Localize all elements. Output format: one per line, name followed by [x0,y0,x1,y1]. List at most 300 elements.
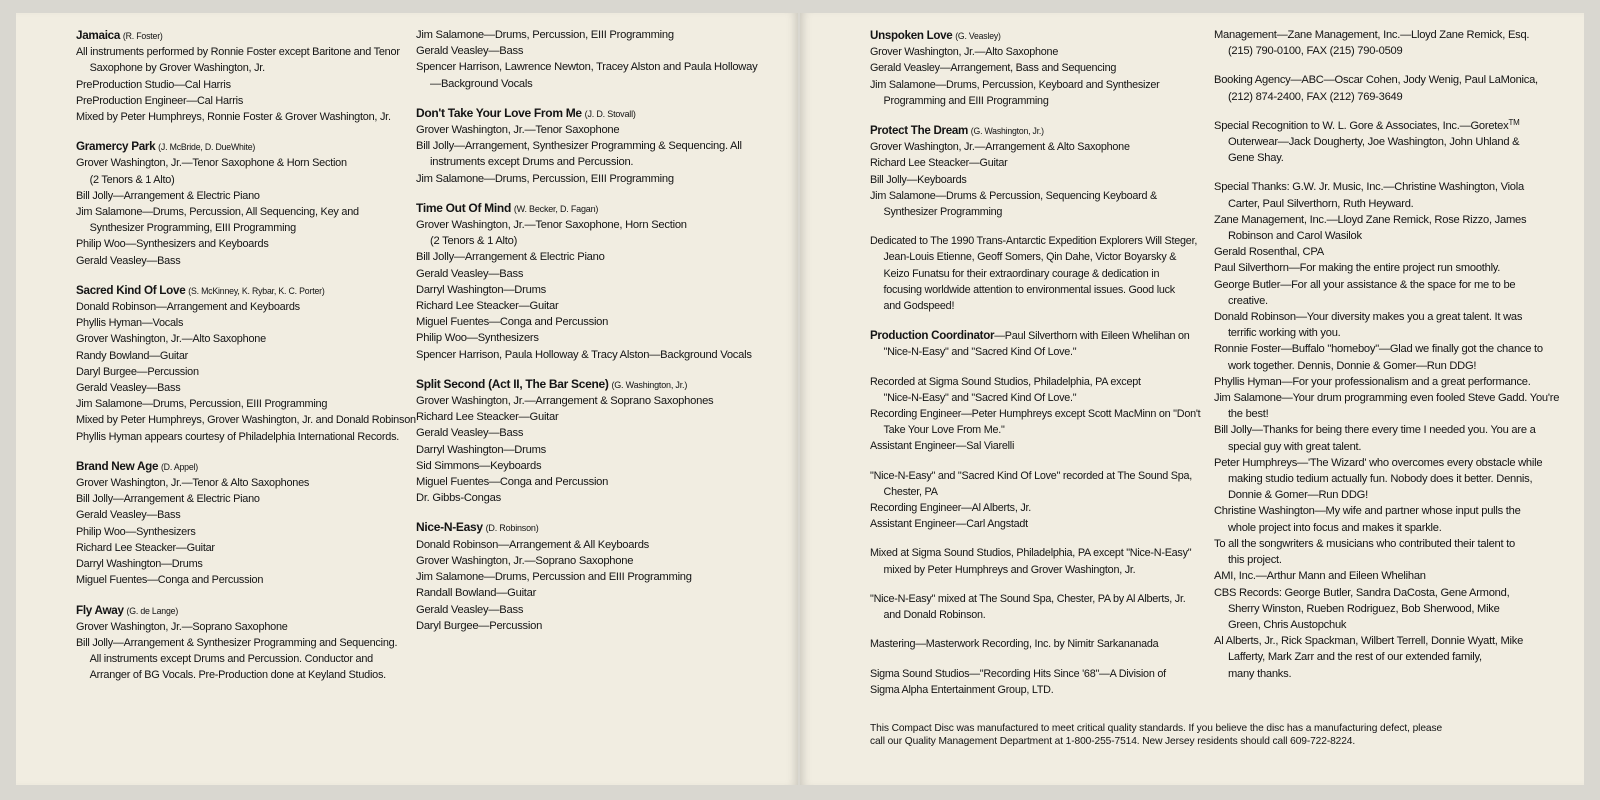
credit-text: AMI, Inc.—Arthur Mann and Eileen Whelihan [1214,570,1426,583]
credit-line [416,154,746,170]
credit-text: Philip Woo—Synthesizers [76,525,196,538]
credit-text: (2 Tenors & 1 Alto) [430,235,518,248]
credit-line [76,412,416,428]
credit-line [416,474,746,490]
credit-text: Carter, Paul Silverthorn, Ruth Heyward. [1227,197,1414,210]
credit-line [1214,374,1533,390]
credit-text: Sherry Winston, Rueben Rodriguez, Bob Sherwood, Mike [1227,602,1500,615]
credit-text: All instruments except Drums and Percussion. Conductor and [89,653,373,666]
credit-text: Dr. Gibbs-Congas [416,492,501,505]
songwriter-credit: (W. Becker, D. Fagan) [513,203,599,214]
credit-line [76,364,388,380]
credit-line [1214,179,1533,195]
credit-line [76,77,388,93]
credit-text: Gerald Veasley—Bass [76,382,181,395]
credit-block [870,591,1186,623]
credit-line [870,562,1174,578]
credit-text: Miguel Fuentes—Conga and Percussion [416,316,609,329]
credit-line [76,635,398,651]
credit-line [76,253,388,269]
credit-block [870,327,1190,360]
credit-text: Grover Washington, Jr.—Tenor Saxophone, Horn Section [416,219,687,232]
credit-line [870,60,1174,76]
credit-text: Daryl Burgee—Percussion [76,365,199,378]
credit-line [870,172,1174,188]
credit-line [76,236,388,252]
credit-text: CBS Records: George Butler, Sandra DaCosta, Gene Armond, [1214,586,1510,599]
credit-line [870,468,1193,484]
credit-block [416,200,752,363]
credit-text: Donald Robinson—Arrangement and Keyboards [76,301,300,314]
credit-line [1214,406,1533,422]
credit-line [870,327,1190,344]
credit-text: Bill Jolly—Arrangement, Synthesizer Programming & Sequencing. All [416,140,742,153]
credit-line [1214,293,1533,309]
credit-text: Grover Washington, Jr.—Alto Saxophone [76,333,266,346]
credit-line [76,380,388,396]
credit-text: Miguel Fuentes—Conga and Percussion [76,574,264,587]
credit-text: Gerald Veasley—Bass [416,45,524,58]
credit-block [1214,118,1533,167]
credit-line [870,44,1174,60]
credit-line [416,122,746,138]
credit-line [870,77,1174,93]
credit-line [76,396,388,412]
credit-line [870,155,1174,171]
song-heading [416,519,746,536]
credit-text: Grover Washington, Jr.—Alto Saxophone [870,46,1059,59]
credit-line [870,188,1174,204]
credits-column-3 [870,27,1201,711]
credit-text: Daryl Burgee—Percussion [416,619,543,632]
songwriter-credit: (J. D. Stovall) [584,108,636,119]
credit-line [1214,228,1533,244]
credit-text: Bill Jolly—Arrangement & Synthesizer Programming and Sequencing. [76,636,398,649]
credit-text: Bill Jolly—Keyboards [870,173,967,186]
credit-text: —Background Vocals [430,77,533,90]
song-heading [870,27,1174,44]
songwriter-credit: (G. de Lange) [126,605,179,616]
credit-line [416,569,746,585]
credit-line [870,374,1174,390]
credit-line [1214,27,1533,43]
credit-text: Recorded at Sigma Sound Studios, Philadelphia, PA except [870,375,1141,388]
songwriter-credit: (J. McBride, D. DueWhite) [158,142,256,153]
credit-line [416,393,746,409]
credit-line [416,233,746,249]
credit-text: special guy with great talent. [1227,440,1362,453]
credit-line [1214,601,1533,617]
credit-text: (215) 790-0100, FAX (215) 790-0509 [1227,45,1403,58]
credit-line [76,204,388,220]
quality-notice-line-2: call our Quality Management Department at 1-800-255-7514. New Jersey residents should call 609-722-8224. [870,736,1356,747]
credit-line [76,556,388,572]
credit-text: Peter Humphreys—'The Wizard' who overcomes every obstacle while [1214,456,1543,469]
credit-text: Green, Chris Austopchuk [1227,618,1347,631]
credit-text: PreProduction Studio—Cal Harris [76,78,231,91]
credit-line [416,171,746,187]
credit-text: Jim Salamone—Drums & Percussion, Sequencing Keyboard & [870,189,1157,202]
credit-line [416,425,746,441]
song-title: Protect The Dream [870,123,969,138]
credit-text: focusing worldwide attention to environmental issues. Good luck [883,283,1175,296]
credit-text: Phyllis Hyman—Vocals [76,317,184,330]
credit-text: Donnie & Gomer—Run DDG! [1227,489,1368,502]
credit-line [1214,455,1543,471]
credits-column-2 [416,27,758,647]
credit-line [1214,422,1536,438]
credit-block [870,374,1201,455]
credit-line [1214,325,1533,341]
credit-text: Jim Salamone—Drums, Percussion, EIII Programming [76,398,328,411]
song-title: Nice-N-Easy [416,520,483,535]
credit-text: Grover Washington, Jr.—Soprano Saxophone [76,620,288,633]
trademark-mark: TM [1508,117,1520,127]
credit-text: Richard Lee Steacker—Guitar [416,300,559,313]
credit-text: Synthesizer Programming, EIII Programming [89,222,296,235]
credit-block [870,636,1174,652]
credit-text: Al Alberts, Jr., Rick Spackman, Wilbert Terrell, Donnie Wyatt, Mike [1214,635,1524,648]
credit-line [76,44,400,60]
credit-line [870,233,1198,249]
credit-text: Bill Jolly—Arrangement & Electric Piano [416,251,605,264]
credit-text: Lafferty, Mark Zarr and the rest of our extended family, [1227,651,1482,664]
credit-line [1214,390,1560,406]
song-title: Unspoken Love [870,28,953,42]
credit-text: Sid Simmons—Keyboards [416,459,542,472]
credit-block [1214,27,1533,59]
credit-line [416,138,746,154]
credit-line [1214,666,1533,682]
credit-line [76,60,388,76]
credit-line [870,666,1174,682]
credit-text: Grover Washington, Jr.—Tenor & Alto Saxophones [76,477,310,490]
credit-text: Jim Salamone—Drums, Percussion and EIII Programming [416,571,692,584]
credit-line [416,537,746,553]
credit-text: Mastering—Masterwork Recording, Inc. by Nimitr Sarkananada [870,638,1159,651]
songwriter-credit: (D. Appel) [160,461,199,472]
credit-text: mixed by Peter Humphreys and Grover Washington, Jr. [883,563,1136,576]
song-heading [76,27,388,44]
credit-line [870,500,1174,516]
credit-text: Phyllis Hyman—For your professionalism and a great performance. [1214,375,1531,388]
credit-text: Gene Shay. [1227,152,1284,165]
credit-text: Gerald Veasley—Bass [76,254,181,267]
credit-text: Recording Engineer—Peter Humphreys except Scott MacMinn on "Don't [870,408,1201,421]
credit-text: Chester, PA [883,485,938,498]
credit-text: Darryl Washington—Drums [76,558,203,571]
credit-line [1214,633,1533,649]
credit-line [1214,617,1533,633]
credit-line [1214,358,1533,374]
song-heading [76,282,388,299]
song-title: Gramercy Park [76,139,156,154]
credit-line [1214,309,1533,325]
credit-text: Philip Woo—Synthesizers [416,332,539,345]
credit-line [870,93,1174,109]
credit-text: Keizo Funatsu for their extraordinary courage & dedication in [883,267,1160,280]
credit-text: Richard Lee Steacker—Guitar [416,411,559,424]
credit-line [1214,260,1533,276]
credit-text: Booking Agency—ABC—Oscar Cohen, Jody Wenig, Paul LaMonica, [1214,74,1538,87]
credits-column-1 [76,27,416,697]
credit-line [416,602,746,618]
cd-booklet-spread [16,13,1584,785]
credit-text: Randy Bowland—Guitar [76,349,189,362]
credit-line [1214,520,1533,536]
left-page [16,13,798,785]
credit-text: "Nice-N-Easy" and "Sacred Kind Of Love." [883,391,1077,404]
credit-line [870,139,1174,155]
credit-line [76,299,388,315]
credit-line [76,572,388,588]
credit-block [1214,179,1560,681]
credit-line [416,27,746,43]
credit-line [870,438,1174,454]
credit-text: Grover Washington, Jr.—Arrangement & Alto Saxophone [870,141,1130,154]
credit-text: Jim Salamone—Drums, Percussion, All Sequencing, Key and [76,206,359,219]
credit-line [870,298,1174,314]
credit-line [416,59,758,75]
credit-line [416,347,752,363]
song-heading [76,138,388,155]
credit-line [76,491,388,507]
credit-text: Jim Salamone—Your drum programming even fooled Steve Gadd. You're [1214,392,1560,405]
credit-text: whole project into focus and makes it sparkle. [1227,521,1442,534]
credit-line [76,315,388,331]
songwriter-credit: (S. McKinney, K. Rybar, K. C. Porter) [188,285,325,296]
credit-text: To all the songwriters & musicians who contributed their talent to [1214,537,1516,550]
credit-text: Take Your Love From Me." [883,424,1005,437]
credit-block [76,27,400,125]
credit-lead: Production Coordinator [870,328,995,343]
credit-line [1214,89,1533,105]
credit-text: Robinson and Carol Wasilok [1227,230,1362,243]
credit-text: "Nice-N-Easy" mixed at The Sound Spa, Chester, PA by Al Alberts, Jr. [870,592,1186,605]
credit-text: terrific working with you. [1227,327,1341,340]
credit-text: Synthesizer Programming [883,206,1003,219]
credit-line [870,591,1186,607]
credit-text: Grover Washington, Jr.—Tenor Saxophone & Horn Section [76,157,347,170]
credit-text: Miguel Fuentes—Conga and Percussion [416,476,609,489]
credit-text: Gerald Rosenthal, CPA [1214,246,1324,259]
credit-text: Randall Bowland—Guitar [416,587,537,600]
credit-block [870,27,1174,109]
credits-column-4 [1214,27,1560,695]
credit-line [1214,568,1533,584]
credit-block [870,122,1174,220]
credit-line [870,249,1177,265]
credit-line [416,553,746,569]
credit-line [416,490,746,506]
credit-text: Dedicated to The 1990 Trans-Antarctic Expedition Explorers Will Steger, [870,235,1198,248]
credit-line [1214,439,1533,455]
credit-text: Mixed by Peter Humphreys, Grover Washington, Jr. and Donald Robinson [76,414,416,427]
credit-text: PreProduction Engineer—Cal Harris [76,94,244,107]
credit-block [870,545,1192,577]
credit-text: Management—Zane Management, Inc.—Lloyd Zane Remick, Esq. [1214,29,1530,41]
credit-text: Mixed by Peter Humphreys, Ronnie Foster & Grover Washington, Jr. [76,111,391,124]
credit-text: Paul Silverthorn—For making the entire project run smoothly. [1214,262,1501,275]
credit-block [76,282,416,445]
credit-text: work together. Dennis, Donnie & Gomer—Run DDG! [1227,359,1477,372]
songwriter-credit: (G. Washington, Jr.) [611,379,688,390]
song-title: Time Out Of Mind [416,200,511,215]
song-title: Fly Away [76,602,124,617]
credit-text: Assistant Engineer—Carl Angstadt [870,518,1028,531]
credit-line [870,607,1174,623]
credit-text: Spencer Harrison, Lawrence Newton, Tracey Alston and Paula Holloway [416,61,758,74]
credit-line [416,409,746,425]
credit-line [1214,277,1533,293]
credit-line [416,618,746,634]
credit-line [76,507,388,523]
credit-line [76,429,400,445]
credit-line [1214,72,1538,88]
credit-block [870,666,1174,698]
credit-text: Bill Jolly—Arrangement & Electric Piano [76,189,260,202]
credit-line [1214,134,1533,150]
credit-text: Jim Salamone—Drums, Percussion, EIII Programming [416,172,674,185]
credit-line [76,475,388,491]
credit-text: Darryl Washington—Drums [416,443,546,456]
credit-text: Gerald Veasley—Bass [416,427,524,440]
credit-line [870,282,1174,298]
credit-text: "Nice-N-Easy" and "Sacred Kind Of Love" recorded at The Sound Spa, [870,469,1193,482]
credit-text: Mixed at Sigma Sound Studios, Philadelphia, PA except "Nice-N-Easy" [870,547,1192,560]
credit-line [1214,118,1533,134]
credit-line [76,109,391,125]
songwriter-credit: (G. Washington, Jr.) [970,126,1044,137]
credit-text: Programming and EIII Programming [883,94,1049,107]
credit-text: Gerald Veasley—Bass [416,603,524,616]
credit-block [1214,72,1538,104]
credit-text: Phyllis Hyman appears courtesy of Philadelphia International Records. [76,430,400,443]
credit-text: Donald Robinson—Arrangement & All Keyboards [416,538,650,551]
credit-line [870,266,1174,282]
credit-text: this project. [1227,554,1282,567]
credit-line [416,43,746,59]
song-title: Jamaica [76,28,121,42]
song-heading [416,376,746,393]
credit-line [416,314,746,330]
credit-text: (2 Tenors & 1 Alto) [89,173,175,186]
credit-line [1214,212,1533,228]
credit-text: Special Thanks: G.W. Jr. Music, Inc.—Christine Washington, Viola [1214,181,1524,194]
credit-line [76,348,388,364]
credit-line [416,217,746,233]
credit-text: (212) 874-2400, FAX (212) 769-3649 [1227,90,1403,103]
credit-line [76,540,388,556]
credit-text: Donald Robinson—Your diversity makes you a great talent. It was [1214,311,1523,324]
credit-line [870,484,1174,500]
credit-line [1214,341,1543,357]
credit-text: Jim Salamone—Drums, Percussion, Keyboard and Synthesizer [870,78,1160,91]
credit-line [76,667,388,683]
credit-text: Special Recognition to W. L. Gore & Associates, Inc.—Goretex [1214,119,1509,132]
credit-line [1214,244,1533,260]
credit-line [76,188,388,204]
credit-line [416,330,746,346]
credit-block [416,27,758,92]
songwriter-credit: (G. Veasley) [955,31,1001,41]
credit-text: Arranger of BG Vocals. Pre-Production done at Keyland Studios. [89,669,386,682]
credit-line [76,619,388,635]
credit-text: Grover Washington, Jr.—Arrangement & Soprano Saxophones [416,395,714,408]
credit-line [416,282,746,298]
credit-text: Sigma Alpha Entertainment Group, LTD. [870,683,1054,696]
credit-line [1214,471,1533,487]
credit-line [870,204,1174,220]
credit-line [416,298,746,314]
credit-text: Sigma Sound Studios—"Recording Hits Since '68"—A Division of [870,667,1166,680]
credit-line [1214,585,1533,601]
credit-text: George Butler—For all your assistance & the space for me to be [1214,278,1516,291]
songwriter-credit: (D. Robinson) [485,523,539,534]
credit-line [1214,649,1533,665]
song-title: Don't Take Your Love From Me [416,105,582,120]
credit-line [76,524,388,540]
credit-text: Saxophone by Grover Washington, Jr. [89,62,265,75]
credit-text: Richard Lee Steacker—Guitar [870,157,1008,170]
credit-line [870,545,1192,561]
credit-text: Gerald Veasley—Arrangement, Bass and Sequencing [870,62,1117,75]
credit-text: Gerald Veasley—Bass [416,267,524,280]
song-title: Brand New Age [76,458,159,473]
credit-line [1214,552,1533,568]
credit-block [76,458,388,589]
song-title: Sacred Kind Of Love [76,282,186,297]
credit-text: and Donald Robinson. [883,609,986,622]
credit-line [416,76,746,92]
credit-text: All instruments performed by Ronnie Foster except Baritone and Tenor [76,46,400,59]
credit-text: Philip Woo—Synthesizers and Keyboards [76,238,269,251]
credit-line [870,682,1174,698]
credit-line [870,516,1174,532]
credit-line [416,442,746,458]
credit-text: Zane Management, Inc.—Lloyd Zane Remick, Rose Rizzo, James [1214,213,1527,226]
quality-notice-line-1: This Compact Disc was manufactured to meet critical quality standards. If you believe the disc has a manufacturing defect, please [870,723,1443,734]
credit-block [870,233,1198,314]
credit-text: Jim Salamone—Drums, Percussion, EIII Programming [416,29,674,41]
credit-block [870,468,1193,533]
credit-line [1214,503,1533,519]
credit-text: —Paul Silverthorn with Eileen Whelihan on [994,330,1190,343]
credit-text: Recording Engineer—Al Alberts, Jr. [870,502,1032,515]
credit-text: Ronnie Foster—Buffalo "homeboy"—Glad we finally got the chance to [1214,343,1543,356]
credit-text: the best! [1227,408,1269,421]
song-title: Split Second (Act II, The Bar Scene) [416,376,609,391]
credit-text: Gerald Veasley—Bass [76,509,181,522]
credit-line [76,155,388,171]
credit-line [1214,536,1533,552]
credit-text: "Nice-N-Easy" and "Sacred Kind Of Love." [883,346,1077,359]
credit-block [76,138,388,269]
song-heading [76,458,388,475]
credit-line [1214,487,1533,503]
credit-line [76,93,388,109]
credit-text: Richard Lee Steacker—Guitar [76,541,215,554]
credit-line [416,249,746,265]
credit-block [416,519,746,633]
credit-block [76,602,398,684]
songwriter-credit: (R. Foster) [122,31,163,41]
credit-line [416,585,746,601]
credit-line [76,651,388,667]
credit-line [76,220,388,236]
credit-text: making studio tedium actually fun. Nobody does it better. Dennis, [1227,473,1533,486]
credit-text: Grover Washington, Jr.—Soprano Saxophone [416,554,634,567]
